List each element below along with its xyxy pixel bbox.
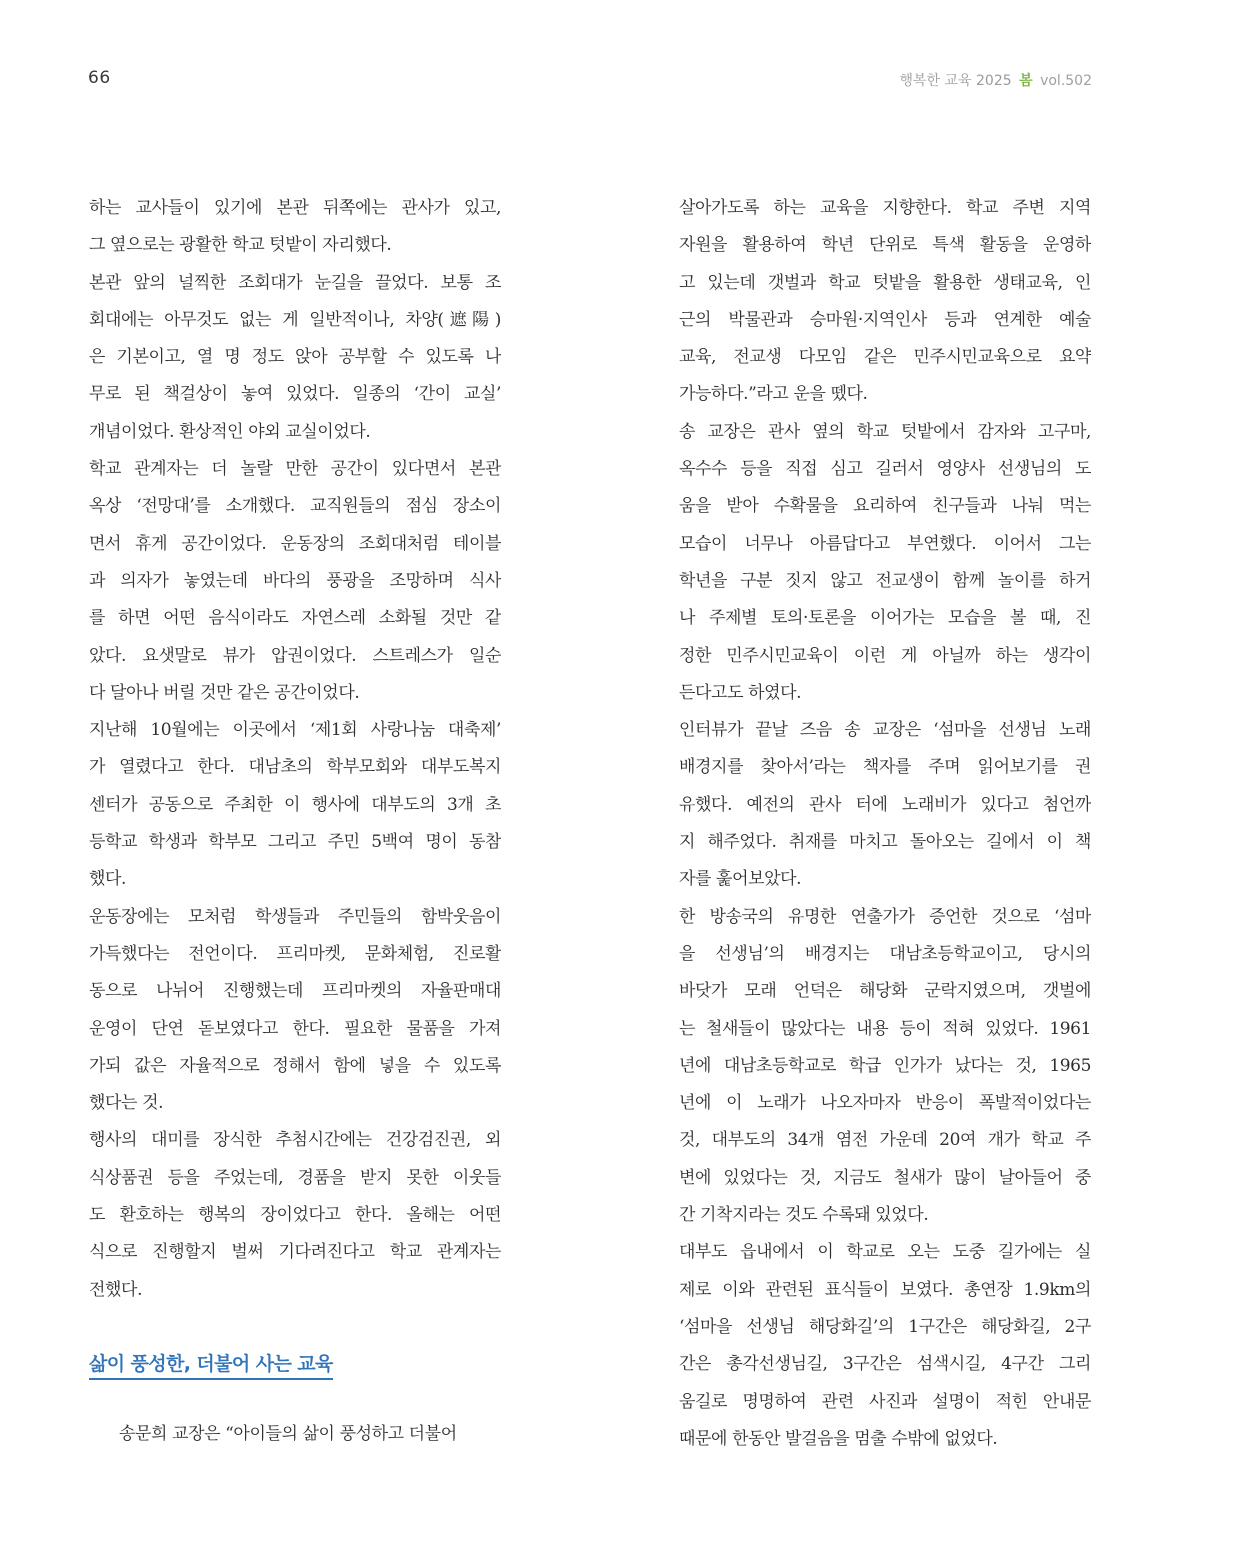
text-line: 가능하다.”라고 운을 뗐다. <box>679 384 868 405</box>
text-line: 바닷가 모래 언덕은 해당화 군락지였으며, 갯벌에 <box>679 981 1091 1002</box>
text-line: 변에 있었다는 것, 지금도 철새가 많이 날아들어 중 <box>679 1167 1091 1188</box>
text-line: 센터가 공동으로 주최한 이 행사에 대부도의 3개 초 <box>89 794 501 815</box>
text-line: 가 열렸다고 한다. 대남초의 학부모회와 대부도복지 <box>89 757 501 778</box>
running-header <box>899 70 1092 90</box>
text-line: 간 기착지라는 것도 수록돼 있었다. <box>679 1205 929 1226</box>
text-line: 나 주제별 토의·토론을 이어가는 모습을 볼 때, 진 <box>679 608 1091 629</box>
text-line: 운동장에는 모처럼 학생들과 주민들의 함박웃음이 <box>89 906 501 927</box>
text-line: 과 의자가 놓였는데 바다의 풍광을 조망하며 식사 <box>89 570 501 591</box>
magazine-title: 행복한 교육 2025 <box>899 73 1012 89</box>
left-body-text <box>89 190 501 1309</box>
text-line: 배경지를 찾아서’라는 책자를 주며 읽어보기를 권 <box>679 757 1091 778</box>
text-line: 모습이 너무나 아름답다고 부연했다. 이어서 그는 <box>679 533 1091 554</box>
season-label: 봄 <box>1019 73 1033 89</box>
text-line: 개념이었다. 환상적인 야외 교실이었다. <box>89 421 371 442</box>
text-line: 회대에는 아무것도 없는 게 일반적이나, 차양(遮陽) <box>89 309 501 330</box>
text-line: 간은 총각선생님길, 3구간은 섬색시길, 4구간 그리 <box>679 1354 1091 1375</box>
text-line: 를 하면 어떤 음식이라도 자연스레 소화될 것만 같 <box>89 608 501 629</box>
text-line: 행사의 대미를 장식한 추첨시간에는 건강검진권, 외 <box>89 1130 501 1151</box>
text-line: 무로 된 책걸상이 놓여 있었다. 일종의 ‘간이 교실’ <box>89 384 501 405</box>
text-line: 지 해주었다. 취재를 마치고 돌아오는 길에서 이 책 <box>679 832 1091 853</box>
text-line: 송 교장은 관사 옆의 학교 텃밭에서 감자와 고구마, <box>679 421 1091 442</box>
text-line: 식으로 진행할지 벌써 기다려진다고 학교 관계자는 <box>89 1242 501 1263</box>
text-line: 자원을 활용하여 학년 단위로 특색 활동을 운영하 <box>679 235 1091 256</box>
text-line: 았다. 요샛말로 뷰가 압권이었다. 스트레스가 일순 <box>89 645 501 666</box>
text-line: 전했다. <box>89 1279 143 1300</box>
text-line: 제로 이와 관련된 표식들이 보였다. 총연장 1.9km의 <box>679 1279 1091 1300</box>
text-line: 다 달아나 버릴 것만 같은 공간이었다. <box>89 682 360 703</box>
text-line: 년에 대남초등학교로 학급 인가가 났다는 것, 1965 <box>679 1055 1091 1076</box>
text-line: 그 옆으로는 광활한 학교 텃밭이 자리했다. <box>89 235 392 256</box>
left-column <box>89 190 501 1453</box>
text-line: ‘섬마을 선생님 해당화길’의 1구간은 해당화길, 2구 <box>679 1316 1091 1337</box>
text-line: 년에 이 노래가 나오자마자 반응이 폭발적이었다는 <box>679 1093 1091 1114</box>
right-body-text <box>679 190 1091 1458</box>
text-line: 든다고도 하였다. <box>679 682 802 703</box>
text-line: 운영이 단연 돋보였다고 한다. 필요한 물품을 가져 <box>89 1018 501 1039</box>
text-line: 때문에 한동안 발걸음을 멈출 수밖에 없었다. <box>679 1428 998 1449</box>
text-line: 등학교 학생과 학부모 그리고 주민 5백여 명이 동참 <box>89 832 501 853</box>
text-line: 교육, 전교생 다모임 같은 민주시민교육으로 요약 <box>679 347 1091 368</box>
text-line: 은 기본이고, 열 명 정도 앉아 공부할 수 있도록 나 <box>89 347 501 368</box>
text-line: 옥상 ‘전망대’를 소개했다. 교직원들의 점심 장소이 <box>89 496 501 517</box>
text-line: 근의 박물관과 승마원·지역인사 등과 연계한 예술 <box>679 309 1091 330</box>
text-line: 자를 훑어보았다. <box>679 869 802 890</box>
page-number: 66 <box>88 68 111 88</box>
text-line: 는 철새들이 많았다는 내용 등이 적혀 있었다. 1961 <box>679 1018 1091 1039</box>
text-line: 대부도 읍내에서 이 학교로 오는 도중 길가에는 실 <box>679 1242 1091 1263</box>
text-line: 살아가도록 하는 교육을 지향한다. 학교 주변 지역 <box>679 198 1091 218</box>
text-line: 본관 앞의 널찍한 조회대가 눈길을 끌었다. 보통 조 <box>89 272 501 293</box>
text-line: 유했다. 예전의 관사 터에 노래비가 있다고 첨언까 <box>679 794 1091 815</box>
text-line: 움을 받아 수확물을 요리하여 친구들과 나눠 먹는 <box>679 496 1091 517</box>
text-line: 정한 민주시민교육이 이런 게 아닐까 하는 생각이 <box>679 645 1091 666</box>
text-line: 하는 교사들이 있기에 본관 뒤쪽에는 관사가 있고, <box>89 198 501 218</box>
right-column <box>679 190 1091 1458</box>
text-line: 움길로 명명하여 관련 사진과 설명이 적힌 안내문 <box>679 1391 1091 1412</box>
text-line: 을 선생님’의 배경지는 대남초등학교이고, 당시의 <box>679 943 1091 964</box>
text-line: 동으로 나뉘어 진행했는데 프리마켓의 자율판매대 <box>89 981 501 1002</box>
text-line: 면서 휴게 공간이었다. 운동장의 조회대처럼 테이블 <box>89 533 501 554</box>
section-heading: 삶이 풍성한, 더불어 사는 교육 <box>89 1349 333 1380</box>
text-line: 한 방송국의 유명한 연출가가 증언한 것으로 ‘섬마 <box>679 906 1091 927</box>
text-line: 고 있는데 갯벌과 학교 텃밭을 활용한 생태교육, 인 <box>679 272 1091 293</box>
text-line: 했다는 것. <box>89 1093 164 1114</box>
volume-label: vol.502 <box>1040 73 1092 89</box>
text-line: 식상품권 등을 주었는데, 경품을 받지 못한 이웃들 <box>89 1167 501 1188</box>
text-line: 것, 대부도의 34개 염전 가운데 20여 개가 학교 주 <box>679 1130 1091 1151</box>
text-line: 가되 값은 자율적으로 정해서 함에 넣을 수 있도록 <box>89 1055 501 1076</box>
text-line: 학교 관계자는 더 놀랄 만한 공간이 있다면서 본관 <box>89 459 501 480</box>
text-line: 지난해 10월에는 이곳에서 ‘제1회 사랑나눔 대축제’ <box>89 720 501 741</box>
text-line: 했다. <box>89 869 127 890</box>
text-line: 가득했다는 전언이다. 프리마켓, 문화체험, 진로활 <box>89 943 501 964</box>
left-body-text-continued <box>89 1416 501 1453</box>
text-line: 인터뷰가 끝날 즈음 송 교장은 ‘섬마을 선생님 노래 <box>679 720 1091 741</box>
text-line: 옥수수 등을 직접 심고 길러서 영양사 선생님의 도 <box>679 459 1091 480</box>
text-line: 학년을 구분 짓지 않고 전교생이 함께 놀이를 하거 <box>679 570 1091 591</box>
text-line: 도 환호하는 행복의 장이었다고 한다. 올해는 어떤 <box>89 1205 501 1226</box>
text-line: 송문희 교장은 “아이들의 삶이 풍성하고 더불어 <box>119 1423 457 1444</box>
